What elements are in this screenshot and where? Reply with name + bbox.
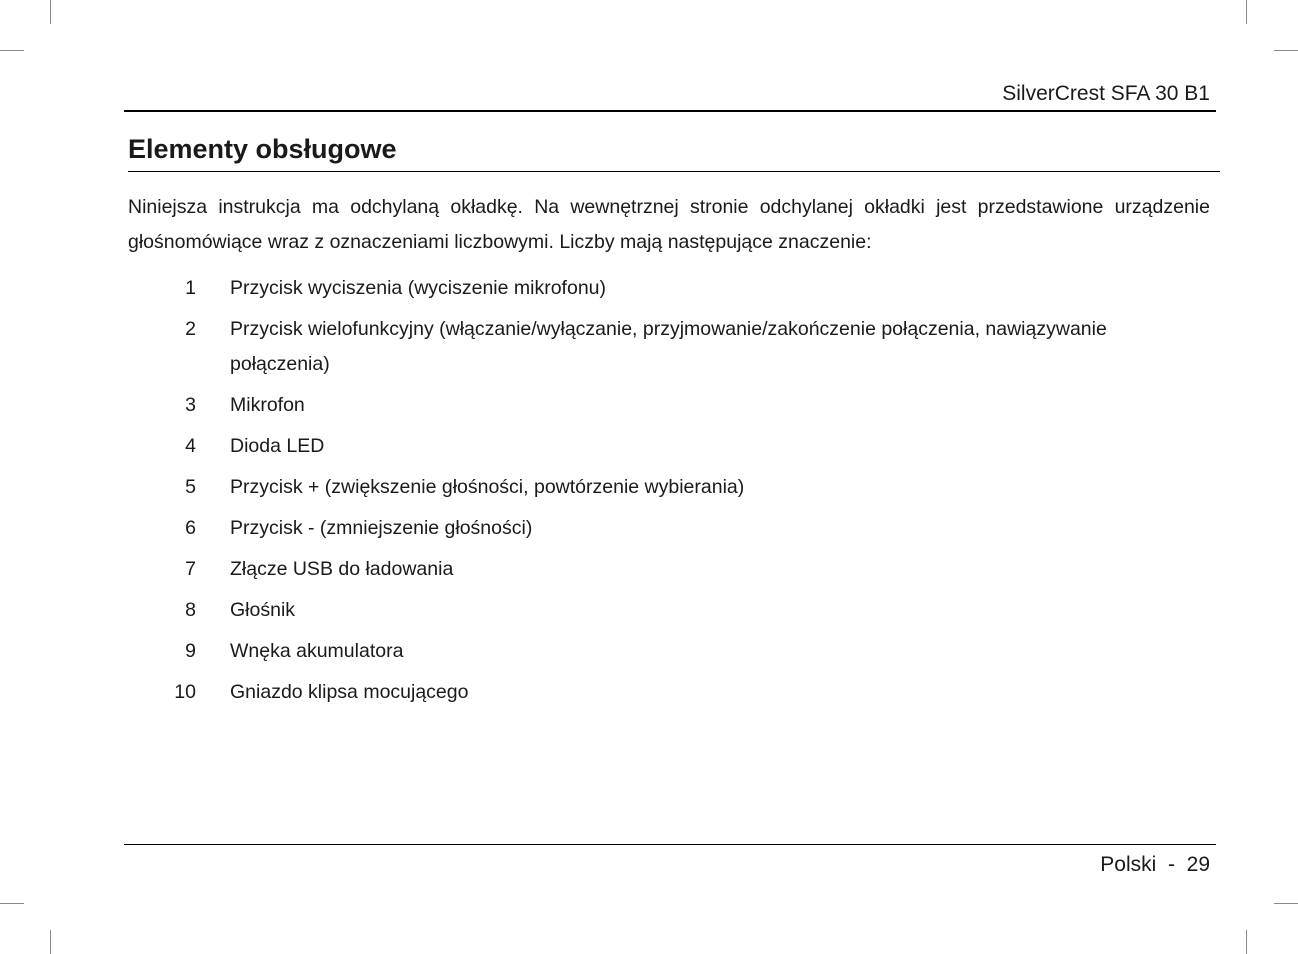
item-text: Przycisk wyciszenia (wyciszenie mikrofonu) xyxy=(230,277,607,299)
list-item xyxy=(128,675,1210,710)
footer-language: Polski xyxy=(1100,853,1157,876)
list-item xyxy=(128,634,1210,669)
parts-list xyxy=(128,271,1210,716)
list-item xyxy=(128,271,1210,306)
page-number: 29 xyxy=(1186,853,1210,876)
header-rule xyxy=(124,110,1216,112)
list-item xyxy=(128,593,1210,628)
item-text: Głośnik xyxy=(230,599,296,621)
item-number: 5 xyxy=(185,476,196,498)
list-item xyxy=(128,388,1210,423)
item-number: 3 xyxy=(185,394,196,416)
crop-mark xyxy=(1246,930,1247,954)
footer-rule xyxy=(124,844,1216,845)
item-number: 10 xyxy=(174,681,196,703)
footer-separator: - xyxy=(1167,853,1175,876)
crop-mark xyxy=(50,0,51,24)
item-number: 9 xyxy=(185,640,196,662)
crop-mark xyxy=(0,50,24,51)
item-text: Dioda LED xyxy=(230,435,325,457)
list-item xyxy=(128,429,1210,464)
item-number: 8 xyxy=(185,599,196,621)
title-rule xyxy=(128,171,1220,172)
item-text: Przycisk wielofunkcyjny (włączanie/wyłączanie, przyjmowanie/zakończenie połączenia, nawiązywanie połączenia) xyxy=(230,318,1107,375)
list-item xyxy=(128,470,1210,505)
crop-mark xyxy=(0,903,24,904)
item-number: 2 xyxy=(185,318,196,340)
item-text: Przycisk - (zmniejszenie głośności) xyxy=(230,517,533,539)
item-text: Wnęka akumulatora xyxy=(230,640,404,662)
item-text: Przycisk + (zwiększenie głośności, powtórzenie wybierania) xyxy=(230,476,745,498)
section-title: Elementy obsługowe xyxy=(128,134,397,164)
crop-mark xyxy=(50,930,51,954)
crop-mark xyxy=(1274,903,1298,904)
item-number: 1 xyxy=(185,277,196,299)
item-text: Mikrofon xyxy=(230,394,305,416)
item-number: 4 xyxy=(185,435,196,457)
page-footer xyxy=(1100,851,1210,879)
list-item xyxy=(128,511,1210,546)
crop-mark xyxy=(1274,50,1298,51)
running-header: SilverCrest SFA 30 B1 xyxy=(1002,82,1210,105)
crop-mark xyxy=(1246,0,1247,24)
list-item xyxy=(128,312,1210,382)
item-text: Gniazdo klipsa mocującego xyxy=(230,681,469,703)
item-number: 7 xyxy=(185,558,196,580)
item-text: Złącze USB do ładowania xyxy=(230,558,454,580)
intro-paragraph: Niniejsza instrukcja ma odchylaną okładkę. Na wewnętrznej stronie odchylanej okładki jest przedstawione urządzenie głośnomówiące wraz z oznaczeniami liczbowymi. Liczby mają następujące znaczenie: xyxy=(128,196,1210,253)
list-item xyxy=(128,552,1210,587)
item-number: 6 xyxy=(185,517,196,539)
